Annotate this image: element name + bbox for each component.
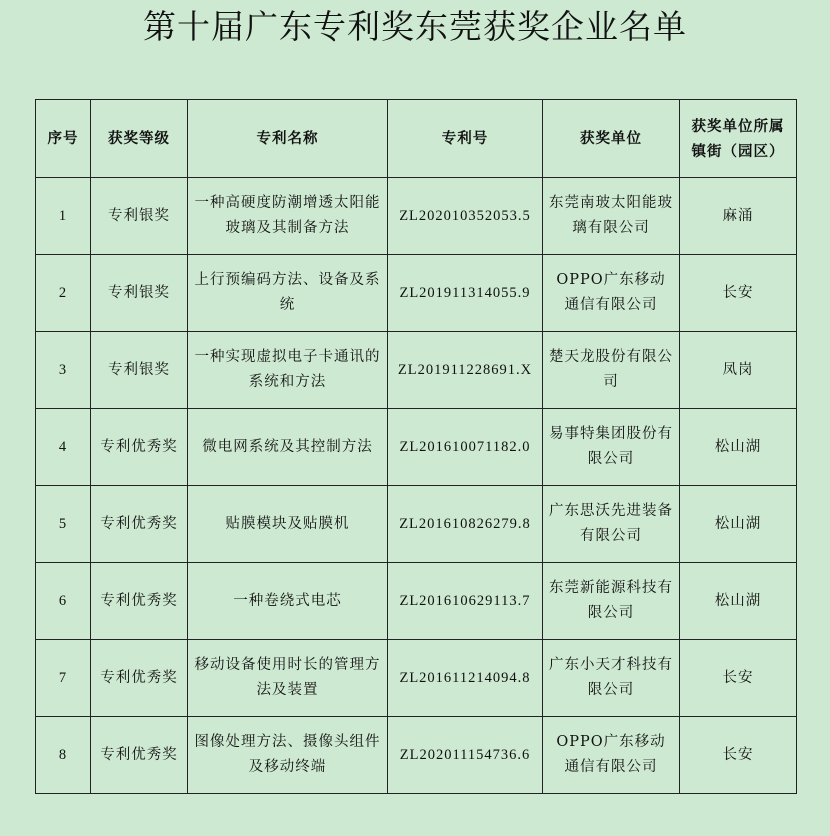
page-title: 第十届广东专利奖东莞获奖企业名单: [143, 7, 687, 46]
cell-unit: 楚天龙股份有限公司: [543, 332, 680, 409]
cell-patent-no: ZL201610629113.7: [388, 563, 543, 640]
cell-town: 凤岗: [680, 332, 797, 409]
cell-patent-name: 一种卷绕式电芯: [188, 563, 388, 640]
cell-seq: 3: [36, 332, 91, 409]
cell-seq: 6: [36, 563, 91, 640]
cell-patent-no: ZL201911228691.X: [388, 332, 543, 409]
cell-patent-no: ZL201610071182.0: [388, 409, 543, 486]
table-row: [36, 640, 797, 717]
cell-level: 专利优秀奖: [91, 409, 188, 486]
cell-seq: 1: [36, 178, 91, 255]
cell-seq: 8: [36, 717, 91, 794]
cell-patent-name: 微电网系统及其控制方法: [188, 409, 388, 486]
header-unit: 获奖单位: [543, 100, 680, 178]
cell-patent-name: 图像处理方法、摄像头组件及移动终端: [188, 717, 388, 794]
cell-town: 松山湖: [680, 409, 797, 486]
table-row: [36, 486, 797, 563]
cell-town: 麻涌: [680, 178, 797, 255]
header-town: 获奖单位所属镇街（园区）: [680, 100, 797, 178]
cell-level: 专利优秀奖: [91, 717, 188, 794]
table-row: [36, 563, 797, 640]
cell-level: 专利优秀奖: [91, 640, 188, 717]
cell-town: 长安: [680, 717, 797, 794]
cell-patent-name: 一种高硬度防潮增透太阳能玻璃及其制备方法: [188, 178, 388, 255]
cell-patent-no: ZL202011154736.6: [388, 717, 543, 794]
header-level: 获奖等级: [91, 100, 188, 178]
cell-level: 专利银奖: [91, 332, 188, 409]
cell-patent-name: 贴膜模块及贴膜机: [188, 486, 388, 563]
cell-town: 长安: [680, 255, 797, 332]
cell-town: 松山湖: [680, 563, 797, 640]
table-row: [36, 255, 797, 332]
cell-level: 专利优秀奖: [91, 563, 188, 640]
table-header-row: [36, 100, 797, 178]
table-row: [36, 332, 797, 409]
cell-seq: 7: [36, 640, 91, 717]
cell-unit: 东莞新能源科技有限公司: [543, 563, 680, 640]
cell-patent-no: ZL201611214094.8: [388, 640, 543, 717]
header-seq: 序号: [36, 100, 91, 178]
cell-unit: 广东思沃先进装备有限公司: [543, 486, 680, 563]
cell-unit: OPPO广东移动通信有限公司: [543, 255, 680, 332]
cell-unit: 东莞南玻太阳能玻璃有限公司: [543, 178, 680, 255]
header-patent-no: 专利号: [388, 100, 543, 178]
table-row: [36, 178, 797, 255]
cell-seq: 5: [36, 486, 91, 563]
header-patent-name: 专利名称: [188, 100, 388, 178]
cell-unit: 广东小天才科技有限公司: [543, 640, 680, 717]
cell-patent-name: 移动设备使用时长的管理方法及装置: [188, 640, 388, 717]
cell-town: 松山湖: [680, 486, 797, 563]
cell-patent-name: 上行预编码方法、设备及系统: [188, 255, 388, 332]
cell-seq: 2: [36, 255, 91, 332]
cell-patent-no: ZL201610826279.8: [388, 486, 543, 563]
award-table: [35, 99, 797, 794]
cell-unit: OPPO广东移动通信有限公司: [543, 717, 680, 794]
cell-level: 专利优秀奖: [91, 486, 188, 563]
table-row: [36, 409, 797, 486]
cell-patent-no: ZL202010352053.5: [388, 178, 543, 255]
cell-level: 专利银奖: [91, 178, 188, 255]
cell-patent-no: ZL201911314055.9: [388, 255, 543, 332]
cell-unit: 易事特集团股份有限公司: [543, 409, 680, 486]
cell-patent-name: 一种实现虚拟电子卡通讯的系统和方法: [188, 332, 388, 409]
cell-seq: 4: [36, 409, 91, 486]
table-row: [36, 717, 797, 794]
cell-level: 专利银奖: [91, 255, 188, 332]
cell-town: 长安: [680, 640, 797, 717]
